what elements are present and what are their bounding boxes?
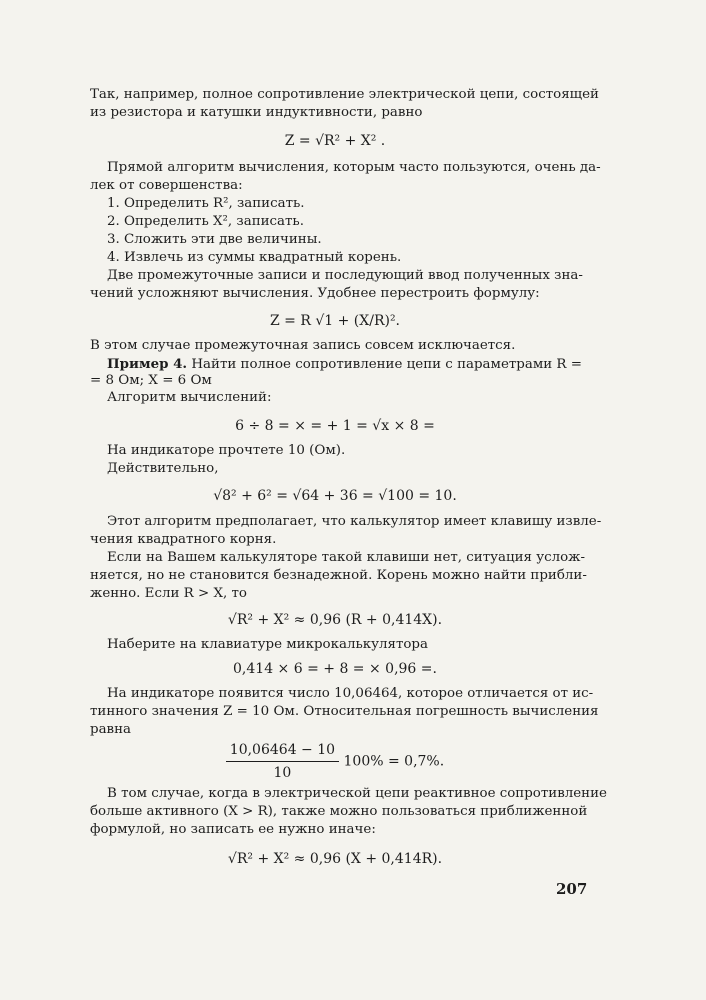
list-item: 3. Сложить эти две величины. <box>107 232 322 247</box>
text-line: Алгоритм вычислений: <box>107 390 272 405</box>
fraction-numerator: 10,06464 − 10 <box>226 741 339 762</box>
text-line: формулой, но записать ее нужно иначе: <box>90 822 376 837</box>
text-line: из резистора и катушки индуктивности, равно <box>90 105 423 120</box>
text-line: На индикаторе прочтете 10 (Ом). <box>107 443 346 458</box>
fraction-result: 100% = 0,7%. <box>343 753 445 770</box>
text-line: Так, например, полное сопротивление электрической цепи, состоящей <box>90 87 599 102</box>
formula: Z = √R² + X² . <box>284 133 386 149</box>
example-text: Найти полное сопротивление цепи с параметрами R = <box>191 357 582 372</box>
list-item: 1. Определить R², записать. <box>107 196 305 211</box>
formula: √R² + X² ≈ 0,96 (R + 0,414X). <box>227 612 443 628</box>
text-line: Действительно, <box>107 461 219 476</box>
text-line: Две промежуточные записи и последующий ввод полученных зна- <box>107 268 583 283</box>
list-item: 2. Определить X², записать. <box>107 214 304 229</box>
keystroke-sequence: 0,414 × 6 = + 8 = × 0,96 =. <box>233 661 437 677</box>
fraction <box>226 741 339 782</box>
text-line: няется, но не становится безнадежной. Корень можно найти прибли- <box>90 568 587 583</box>
text-line: Этот алгоритм предполагает, что калькулятор имеет клавишу извле- <box>107 514 602 529</box>
text-line: Наберите на клавиатуре микрокалькулятора <box>107 637 428 652</box>
fraction-formula <box>90 741 580 782</box>
text-line: Прямой алгоритм вычисления, которым часто пользуются, очень да- <box>107 160 601 175</box>
text-line: женно. Если R > X, то <box>90 586 247 601</box>
keystroke-sequence: 6 ÷ 8 = × = + 1 = √x × 8 = <box>235 418 435 434</box>
text-line: чений усложняют вычисления. Удобнее перестроить формулу: <box>90 286 540 301</box>
page-number: 207 <box>556 880 588 898</box>
text-line: На индикаторе появится число 10,06464, которое отличается от ис- <box>107 686 594 701</box>
example-label: Пример 4. <box>107 356 188 372</box>
text-line: больше активного (X > R), также можно пользоваться приближенной <box>90 804 588 819</box>
text-line: чения квадратного корня. <box>90 532 277 547</box>
text-line: В том случае, когда в электрической цепи реактивное сопротивление <box>107 786 607 801</box>
text-line: В этом случае промежуточная запись совсем исключается. <box>90 338 516 353</box>
text-line: Если на Вашем калькуляторе такой клавиши нет, ситуация услож- <box>107 550 586 565</box>
text-line: тинного значения Z = 10 Ом. Относительная погрешность вычисления <box>90 704 599 719</box>
fraction-denominator: 10 <box>273 765 292 781</box>
formula: Z = R √1 + (X/R)². <box>269 313 401 329</box>
text-line: = 8 Ом; X = 6 Ом <box>90 373 212 388</box>
formula: √R² + X² ≈ 0,96 (X + 0,414R). <box>227 851 443 867</box>
formula: √8² + 6² = √64 + 36 = √100 = 10. <box>213 488 457 504</box>
text-line: равна <box>90 722 132 737</box>
text-line: лек от совершенства: <box>90 178 243 193</box>
list-item: 4. Извлечь из суммы квадратный корень. <box>107 250 402 265</box>
